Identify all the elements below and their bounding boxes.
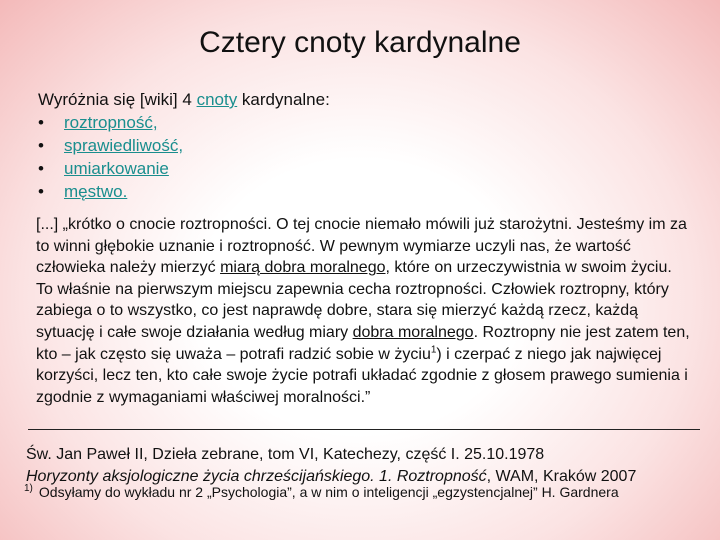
quote-text bbox=[28, 208, 700, 408]
source-publisher: , WAM, Kraków 2007 bbox=[486, 467, 637, 485]
quote-part-1: [...] „krótko o cnocie roztropności. O tej cnocie niemało mówili już starożytni. Jesteśmy im za to winni głębokie uznanie i roztropność. W pewnym wymiarze uczyli nas, że wartość człowieka należy mierzyć bbox=[36, 216, 687, 277]
list-item bbox=[38, 134, 330, 157]
virtue-link-roztropnosc[interactable]: roztropność, bbox=[64, 113, 158, 132]
quote-box bbox=[28, 208, 700, 430]
quote-part-3: . Roztropny nie jest zatem ten, kto – jak często się uważa – potrafi radzić sobie w życiu bbox=[36, 323, 690, 363]
footnote-ref: 1 bbox=[430, 344, 437, 356]
source-book-title: Horyzonty aksjologiczne życia chrześcijańskiego. 1. Roztropność bbox=[26, 467, 487, 485]
intro-section bbox=[38, 88, 330, 203]
quote-part-2: , które on urzeczywistnia w swoim życiu. To właśnie na pierwszym miejscu zapewnia cecha roztropności. Człowiek roztropny, który zabiega o to wszystko, co jest naprawdę dobre, stara się mierzyć każdą rzecz, każdą sytuację i całe swoje działania według miary bbox=[36, 259, 672, 341]
virtue-link-umiarkowanie[interactable]: umiarkowanie bbox=[64, 159, 169, 178]
footnote bbox=[24, 484, 619, 500]
footnote-marker: 1) bbox=[24, 483, 33, 495]
intro-line bbox=[38, 88, 330, 111]
list-item bbox=[38, 180, 330, 203]
intro-text-before: Wyróżnia się [wiki] 4 bbox=[38, 90, 197, 109]
virtue-link-mestwo[interactable]: męstwo. bbox=[64, 182, 128, 201]
source-line-1: Św. Jan Paweł II, Dzieła zebrane, tom VI, Katechezy, część I. 25.10.1978 bbox=[26, 446, 545, 463]
source-citation bbox=[26, 444, 636, 487]
dobra-moralnego-link[interactable]: dobra moralnego bbox=[352, 323, 474, 341]
list-item bbox=[38, 157, 330, 180]
cnoty-link[interactable]: cnoty bbox=[196, 90, 238, 109]
virtue-link-sprawiedliwosc[interactable]: sprawiedliwość, bbox=[64, 136, 184, 155]
slide-title: Cztery cnoty kardynalne bbox=[199, 26, 521, 59]
footnote-text: Odsyłamy do wykładu nr 2 „Psychologia”, a w nim o inteligencji „egzystencjalnej” H. Gardnera bbox=[38, 484, 619, 500]
list-item bbox=[38, 111, 330, 134]
virtues-list bbox=[38, 111, 330, 203]
quote-part-4: ) i czerpać z niego jak najwięcej korzyści, lecz ten, kto całe swoje życie potrafi układać zgodnie z głosem prawego sumienia i zgodnie z wymaganiami właściwej moralności.” bbox=[36, 345, 688, 406]
miara-dobra-moralnego-link[interactable]: miarą dobra moralnego bbox=[220, 259, 386, 277]
intro-text-after: kardynalne: bbox=[237, 90, 330, 109]
